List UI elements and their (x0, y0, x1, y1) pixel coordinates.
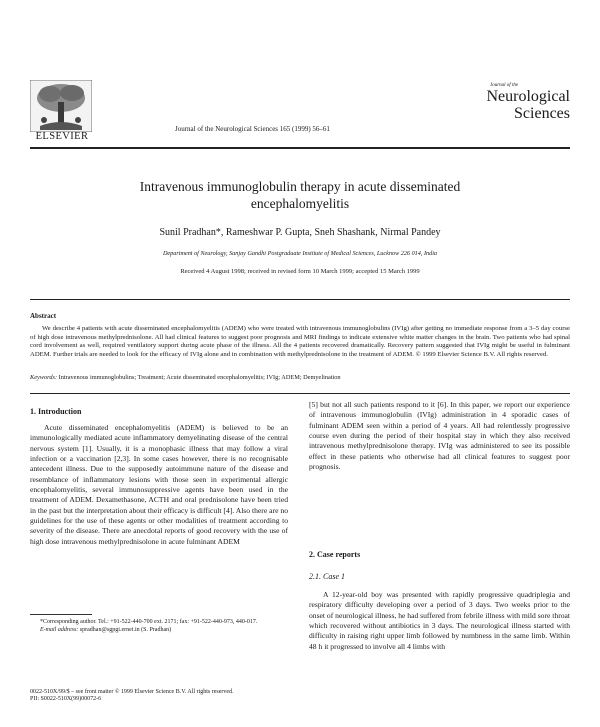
journal-name-line2: Sciences (514, 105, 570, 122)
abstract-bottom-rule (30, 393, 570, 394)
keywords-list: Intravenous immunoglobulins; Treatment; Acute disseminated encephalomyelitis; IVIg; ADEM; Demyelination (58, 374, 341, 381)
intro-paragraph: Acute disseminated encephalomyelitis (ADEM) is believed to be an immunologically mediated acute inflammatory demyelinating disease of the central nervous system [1]. Usually, it is a monophasic illness that may follow a viral infection or a vaccination [2,3]. In some cases however, there is no recognisable antecedent illness. Due to the supposedly autoimmune nature of the disease and resemblance of inflammatory lesions with those seen in experimental allergic encephalomyelitis, several immunosuppressive agents have been used in the treatment of ADEM. Dexamethasone, ACTH and oral prednisolone have been tried in the past but the interpretation about their efficacy is difficult [4]. Also there are no guidelines for the use of these agents or other modalities of treatment according to severity of the disease. There are anecdotal reports of good recovery with the use of high dose intravenous methylprednisolone in acute fulminant ADEM (30, 423, 288, 546)
intro-column-1 (30, 423, 288, 547)
abstract-text: We describe 4 patients with acute disseminated encephalomyelitis (ADEM) who were treated with intravenous immunoglobulins (IVIg) after getting no immediate response from a 3–5 day course of high dose intravenous methylprednisolone. All had clinical features to suggest poor prognosis and MRI findings to indicate extensive white matter changes in the brain. Two patients who had spinal cord involvement as well, required ventilatory support during acute phase of the illness. All the 4 patients recovered dramatically. Recovery pattern suggested that IVIg might be useful in fulminant ADEM. Further trials are needed to look for the efficacy of IVIg alone and in combination with methylprednisolone in the treatment of ADEM. © 1999 Elsevier Science B.V. All rights reserved. (30, 325, 570, 358)
case1-paragraph: A 12-year-old boy was presented with rapidly progressive quadriplegia and respiratory difficulty developing over a period of 3 days. Two weeks prior to the onset of neurological illness, he had suffered from febrile illness with mild sore throat which recovered without antibiotics in 3 days. The neurological illness started with difficulty in raising right upper limb followed by numbness in the same limb. Within 48 h it progressed to involve all 4 limbs with (309, 590, 570, 651)
keywords (30, 374, 570, 381)
journal-small-label: Journal of the (490, 83, 519, 88)
copyright-block (30, 689, 234, 703)
publisher-name: ELSEVIER (35, 131, 89, 142)
affiliation: Department of Neurology, Sanjay Gandhi Postgraduate Institute of Medical Sciences, Lucknow 226 014, India (162, 250, 438, 257)
received-dates: Received 4 August 1998; received in revised form 10 March 1999; accepted 15 March 1999 (180, 268, 420, 275)
abstract-heading: Abstract (30, 312, 57, 320)
intro-continuation: [5] but not all such patients respond to it [6]. In this paper, we report our experience of intravenous immunoglobulin (IVIg) administration in 4 sporadic cases of fulminant ADEM seen within a period of 4 years. All had relentlessly progressive course even during the period of their hospital stay in which they also received intravenous methylprednisolone therapy. IVIg was administered to see its possible effect in these patients who otherwise had all clinical features to suggest poor prognosis. (309, 400, 570, 472)
elsevier-tree-logo-icon (30, 80, 92, 132)
intro-heading: 1. Introduction (30, 407, 82, 416)
corresponding-author: *Corresponding author. Tel.: +91-522-440-700 ext. 2171; fax: +91-522-440-973, 440-017. (40, 619, 258, 625)
case1-heading: 2.1. Case 1 (309, 572, 345, 581)
footnote (30, 619, 288, 634)
intro-column-2 (309, 400, 570, 472)
keywords-label: Keywords: (30, 374, 58, 381)
copyright-line: 0022-510X/99/$ – see front matter © 1999 Elsevier Science B.V. All rights reserved. (30, 689, 234, 695)
footnote-rule (30, 614, 92, 615)
title-line-1: Intravenous immunoglobulin therapy in acute disseminated (139, 179, 461, 194)
header-rule (30, 147, 570, 149)
pii-line: PII: S0022-510X(99)00072-6 (30, 696, 102, 703)
article-title (60, 178, 540, 212)
abstract-body (30, 325, 570, 359)
journal-name-line1: Neurological (486, 88, 570, 105)
abstract-top-rule (30, 299, 570, 300)
authors: Sunil Pradhan*, Rameshwar P. Gupta, Sneh Shashank, Nirmal Pandey (159, 227, 441, 238)
email-address[interactable]: spradhan@sgpgi.ernet.in (S. Pradhan) (79, 626, 172, 633)
case1-column (309, 590, 570, 652)
email-label: E-mail address: (40, 626, 79, 633)
title-line-2: encephalomyelitis (250, 196, 350, 211)
journal-citation: Journal of the Neurological Sciences 165 (1999) 56–61 (175, 125, 330, 133)
case-reports-heading: 2. Case reports (309, 550, 361, 559)
